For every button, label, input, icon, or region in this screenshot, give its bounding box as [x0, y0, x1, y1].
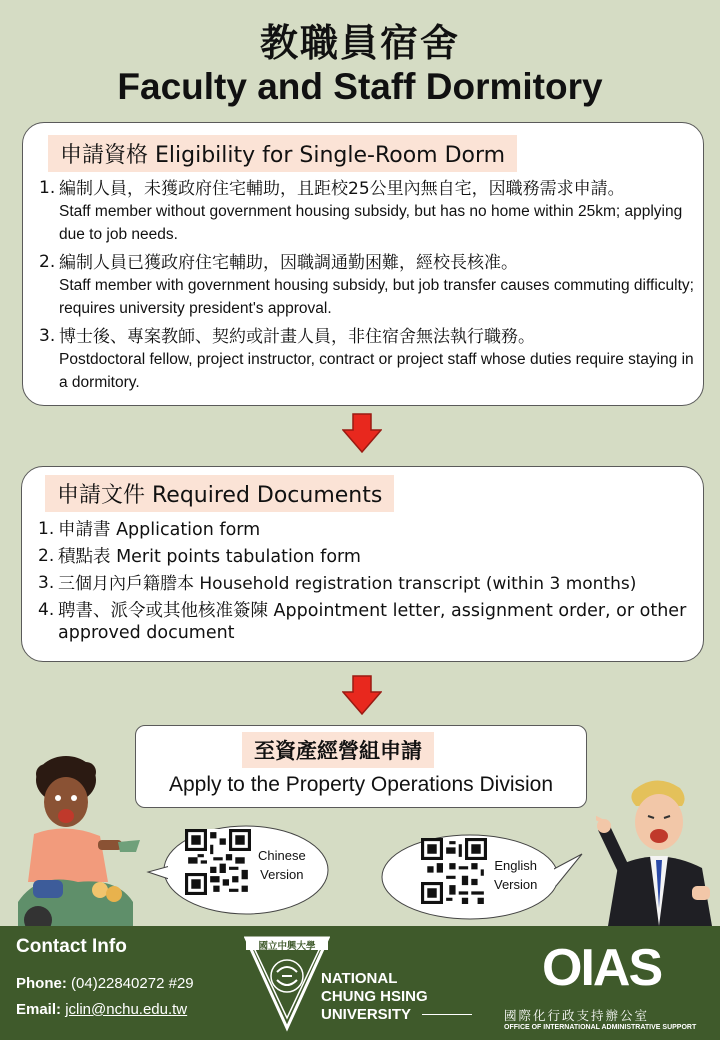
item-text: 三個月內戶籍謄本 Household registration transcript (within 3 months) — [58, 574, 637, 594]
list-item — [38, 546, 696, 568]
page-title-chinese: 教職員宿舍 — [259, 21, 460, 65]
footer — [0, 926, 720, 1040]
documents-heading: 申請文件 Required Documents — [45, 475, 394, 512]
contact-phone — [16, 975, 194, 992]
nchu-logo-chinese-text: 國立中興大學 — [258, 941, 316, 952]
item-number: 2. — [39, 252, 56, 272]
list-item — [38, 519, 696, 541]
item-number: 1. — [39, 178, 56, 198]
oias-chinese-name: 國際化行政支持辦公室 — [504, 1008, 650, 1023]
list-item — [39, 178, 695, 246]
documents-card — [21, 466, 704, 662]
scooter-woman-illustration — [8, 752, 148, 928]
qr-label: Chinese — [258, 848, 306, 863]
qr-code-chinese-version[interactable] — [185, 829, 251, 895]
item-number: 4. — [38, 600, 55, 620]
nchu-name — [321, 970, 428, 1024]
contact-email — [16, 1001, 187, 1018]
item-text-english: Postdoctoral fellow, project instructor, contract or project staff whose duties require staying in a dormitory. — [59, 351, 694, 391]
apply-box — [135, 725, 587, 808]
item-text-english: Staff member without government housing subsidy, but has no home within 25km; applying due to job needs. — [59, 203, 683, 243]
nchu-name-line: NATIONAL — [321, 970, 398, 987]
eligibility-card — [22, 122, 704, 406]
oias-logo: OIAS — [542, 939, 662, 997]
item-text: 積點表 Merit points tabulation form — [58, 547, 361, 567]
nchu-name-line: CHUNG HSING — [321, 988, 428, 1005]
email-label: Email: — [16, 1001, 62, 1018]
divider — [422, 1014, 472, 1015]
eligibility-heading: 申請資格 Eligibility for Single-Room Dorm — [48, 135, 517, 172]
phone-label: Phone: — [16, 975, 67, 992]
item-text-chinese: 編制人員，未獲政府住宅輔助，且距校25公里內無自宅，因職務需求申請。 — [59, 179, 625, 199]
oias-english-name: OFFICE OF INTERNATIONAL ADMINISTRATIVE SUPPORT — [504, 1024, 697, 1031]
item-text-chinese: 編制人員已獲政府住宅輔助，因職調通勤困難，經校長核准。 — [59, 253, 518, 273]
item-text-chinese: 博士後、專案教師、契約或計畫人員，非住宿舍無法執行職務。 — [59, 327, 535, 347]
page-title-english: Faculty and Staff Dormitory — [117, 66, 603, 107]
list-item — [39, 326, 695, 394]
item-number: 3. — [38, 573, 55, 593]
item-number: 3. — [39, 326, 56, 346]
item-text-english: Staff member with government housing subsidy, but job transfer causes commuting difficulty; requires university president's approval. — [59, 277, 694, 317]
item-number: 2. — [38, 546, 55, 566]
list-item — [38, 573, 696, 595]
list-item — [38, 600, 696, 644]
contact-title: Contact Info — [16, 936, 127, 957]
nchu-name-line: UNIVERSITY — [321, 1006, 412, 1023]
qr-label: Version — [260, 867, 304, 882]
arrow-down-icon — [342, 413, 382, 453]
phone-number[interactable]: (04)22840272 #29 — [71, 975, 194, 992]
item-number: 1. — [38, 519, 55, 539]
apply-heading-chinese: 至資產經營組申請 — [242, 732, 434, 768]
eligibility-list — [39, 178, 695, 400]
item-text: 聘書、派令或其他核准簽陳 Appointment letter, assignment order, or other approved document — [58, 601, 687, 643]
item-text: 申請書 Application form — [58, 520, 261, 540]
documents-list — [38, 519, 696, 649]
apply-heading-english: Apply to the Property Operations Division — [168, 773, 554, 796]
qr-code-english-version[interactable] — [421, 838, 487, 904]
arrow-down-icon — [342, 675, 382, 715]
qr-label: English — [494, 858, 537, 873]
businessman-illustration — [596, 776, 720, 926]
qr-label: Version — [494, 877, 538, 892]
list-item — [39, 252, 695, 320]
email-link[interactable]: jclin@nchu.edu.tw — [65, 1001, 188, 1018]
